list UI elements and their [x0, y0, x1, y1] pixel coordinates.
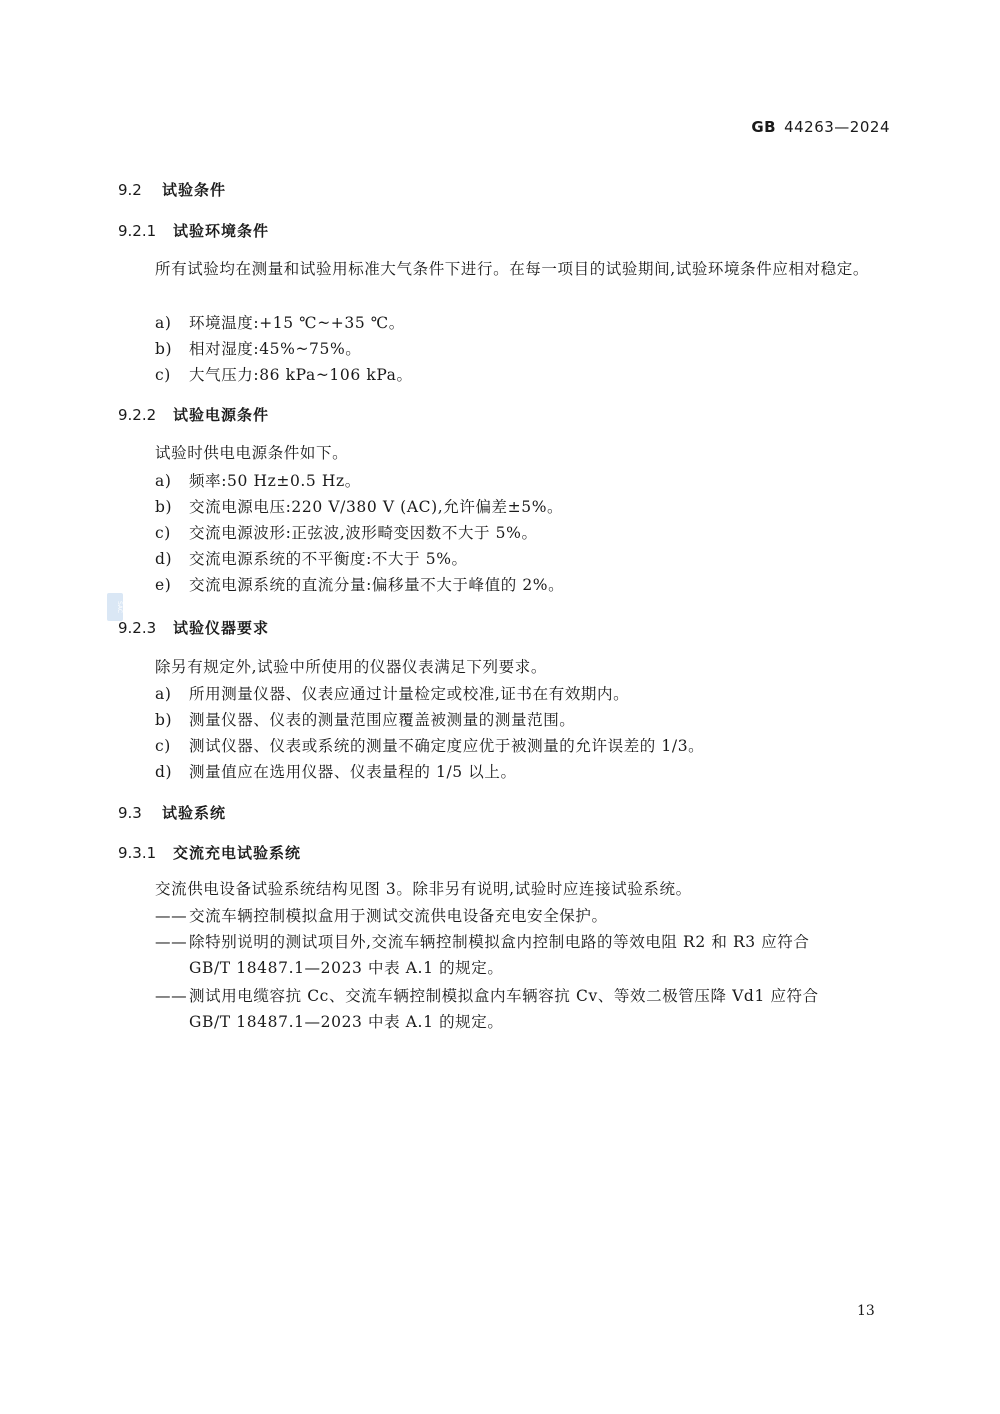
section-number: 9.2 [118, 181, 142, 199]
list-label: a) [155, 314, 172, 332]
section-heading-9-2-1 [118, 220, 269, 241]
section-title: 试验仪器要求 [173, 619, 270, 637]
dash-text-continuation: GB/T 18487.1—2023 中表 A.1 的规定。 [189, 959, 504, 977]
list-label: b) [155, 340, 173, 358]
list-text: 交流电源电压:220 V/380 V (AC),允许偏差±5%。 [189, 498, 564, 516]
dash-text-continuation: GB/T 18487.1—2023 中表 A.1 的规定。 [189, 1013, 504, 1031]
page-number: 13 [857, 1303, 875, 1319]
list-text: 测试仪器、仪表或系统的测量不确定度应优于被测量的允许误差的 1/3。 [189, 737, 705, 755]
section-title: 试验环境条件 [173, 222, 270, 240]
list-label: a) [155, 472, 172, 490]
list-item [155, 339, 361, 359]
list-text: 交流电源系统的直流分量:偏移量不大于峰值的 2%。 [189, 576, 565, 594]
section-title: 交流充电试验系统 [173, 844, 302, 862]
section-heading-9-2-2 [118, 404, 269, 425]
dash-text: 交流车辆控制模拟盒用于测试交流供电设备充电安全保护。 [189, 907, 608, 925]
list-text: 测量仪器、仪表的测量范围应覆盖被测量的测量范围。 [189, 711, 576, 729]
list-text: 测量值应在选用仪器、仪表量程的 1/5 以上。 [189, 763, 517, 781]
section-number: 9.2.3 [118, 619, 157, 637]
list-label: c) [155, 524, 171, 542]
list-label: b) [155, 498, 173, 516]
section-heading-9-3 [118, 802, 226, 823]
standard-code [751, 118, 890, 136]
list-item [155, 523, 538, 543]
list-label: c) [155, 366, 171, 384]
list-label: d) [155, 763, 173, 781]
list-text: 频率:50 Hz±0.5 Hz。 [189, 472, 361, 490]
section-title: 试验电源条件 [173, 406, 270, 424]
paragraph-environment-intro: 所有试验均在测量和试验用标准大气条件下进行。在每一项目的试验期间,试验环境条件应相对稳定。 [155, 260, 869, 278]
list-text: 大气压力:86 kPa~106 kPa。 [189, 366, 413, 384]
list-text: 环境温度:+15 ℃~+35 ℃。 [189, 314, 405, 332]
list-text: 交流电源波形:正弦波,波形畸变因数不大于 5%。 [189, 524, 538, 542]
paragraph-power-intro: 试验时供电电源条件如下。 [155, 444, 349, 462]
paragraph-ac-system-intro: 交流供电设备试验系统结构见图 3。除非另有说明,试验时应连接试验系统。 [155, 880, 692, 898]
section-number: 9.2.2 [118, 406, 157, 424]
list-item [155, 710, 575, 730]
section-number: 9.3.1 [118, 844, 157, 862]
section-heading-9-2-3 [118, 617, 269, 638]
list-text: 交流电源系统的不平衡度:不大于 5%。 [189, 550, 468, 568]
standard-number: 44263—2024 [784, 118, 890, 136]
list-label: b) [155, 711, 173, 729]
sac-watermark: SAC [107, 593, 123, 621]
list-item [155, 549, 468, 569]
paragraph-instrument-intro: 除另有规定外,试验中所使用的仪器仪表满足下列要求。 [155, 658, 547, 676]
list-item [155, 575, 564, 595]
list-label: d) [155, 550, 173, 568]
section-heading-9-3-1 [118, 842, 301, 863]
list-text: 相对湿度:45%~75%。 [189, 340, 362, 358]
list-text: 所用测量仪器、仪表应通过计量检定或校准,证书在有效期内。 [189, 685, 630, 703]
dash-mark: —— [155, 987, 188, 1005]
dash-mark: —— [155, 933, 188, 951]
standard-prefix: GB [751, 118, 777, 136]
list-label: a) [155, 685, 172, 703]
section-number: 9.2.1 [118, 222, 157, 240]
list-item [155, 684, 629, 704]
list-item [155, 762, 517, 782]
list-label: c) [155, 737, 171, 755]
list-item [155, 736, 704, 756]
list-item [155, 497, 563, 517]
dash-text: 测试用电缆容抗 Cc、交流车辆控制模拟盒内车辆容抗 Cv、等效二极管压降 Vd1 应符合 [189, 987, 819, 1005]
dash-text: 除特别说明的测试项目外,交流车辆控制模拟盒内控制电路的等效电阻 R2 和 R3 应符合 [189, 933, 810, 951]
section-number: 9.3 [118, 804, 142, 822]
list-item [155, 471, 361, 491]
list-label: e) [155, 576, 172, 594]
dash-list-item [155, 929, 891, 981]
dash-mark: —— [155, 907, 188, 925]
dash-list-item [155, 903, 891, 929]
list-item [155, 365, 413, 385]
section-title: 试验系统 [162, 804, 227, 822]
section-heading-9-2 [118, 179, 226, 200]
dash-list-item [155, 983, 891, 1035]
section-title: 试验条件 [162, 181, 227, 199]
list-item [155, 313, 405, 333]
